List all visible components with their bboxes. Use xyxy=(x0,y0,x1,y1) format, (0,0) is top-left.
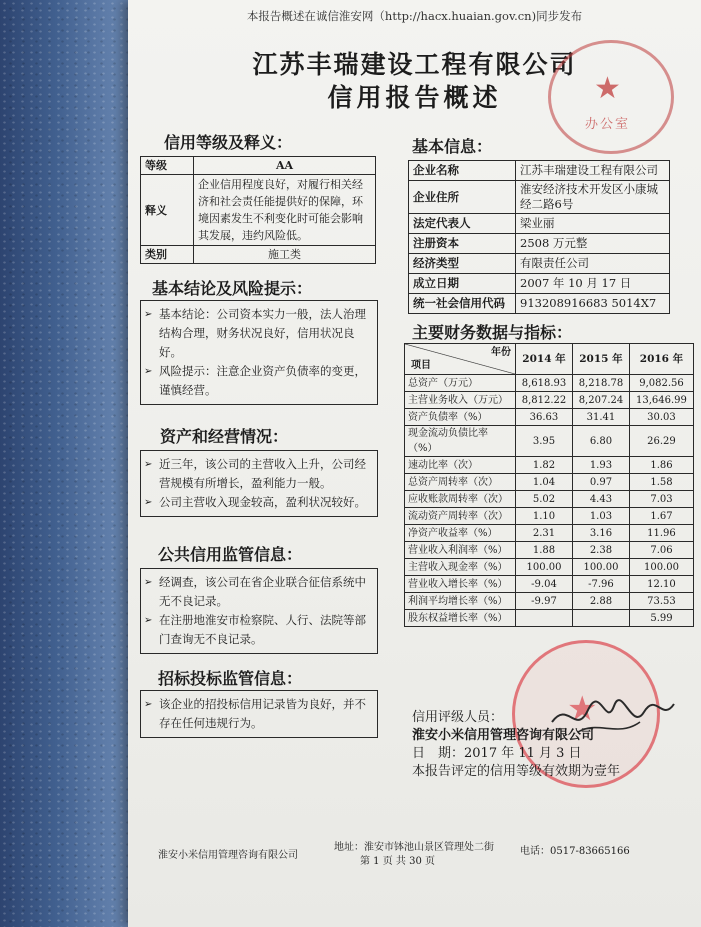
metric-value: 1.67 xyxy=(629,508,693,525)
metric-label: 主营收入现金率（%） xyxy=(405,559,516,576)
operations-box xyxy=(140,450,378,517)
grade-label: 等级 xyxy=(141,157,194,175)
binder-cover xyxy=(0,0,140,927)
metric-value xyxy=(516,610,573,627)
footer-address: 地址：淮安市钵池山景区管理处二街 xyxy=(334,842,494,853)
info-value: 淮安经济技术开发区小康城经二路6号 xyxy=(516,181,670,214)
financial-row xyxy=(405,474,694,491)
metric-value: 8,218.78 xyxy=(572,375,629,392)
metric-value: 30.03 xyxy=(629,409,693,426)
financial-row xyxy=(405,457,694,474)
financial-row xyxy=(405,525,694,542)
metric-label: 主营业务收入（万元） xyxy=(405,392,516,409)
info-value: 2007 年 10 月 17 日 xyxy=(516,274,670,294)
item-header: 项目 xyxy=(411,360,431,371)
info-key: 企业名称 xyxy=(409,161,516,181)
financial-row xyxy=(405,610,694,627)
metric-value: 1.93 xyxy=(572,457,629,474)
metric-value: 1.86 xyxy=(629,457,693,474)
info-row xyxy=(409,214,670,234)
info-value: 江苏丰瑞建设工程有限公司 xyxy=(516,161,670,181)
info-key: 注册资本 xyxy=(409,234,516,254)
info-value: 梁业丽 xyxy=(516,214,670,234)
info-key: 成立日期 xyxy=(409,274,516,294)
rating-company: 淮安小米信用管理咨询有限公司 xyxy=(412,728,595,743)
grade-value: AA xyxy=(194,157,376,175)
metric-value: 1.04 xyxy=(516,474,573,491)
bidding-title: 招标投标监管信息： xyxy=(158,669,303,688)
risk-item: ➢ 风险提示：注意企业资产负债率的变更，谨慎经营。 xyxy=(159,362,371,400)
metric-label: 股东权益增长率（%） xyxy=(405,610,516,627)
metric-label: 现金流动负债比率（%） xyxy=(405,426,516,457)
credit-grade-table xyxy=(140,156,376,264)
diagonal-header-cell xyxy=(405,344,516,375)
metric-value: 7.03 xyxy=(629,491,693,508)
info-row xyxy=(409,181,670,214)
financial-row xyxy=(405,491,694,508)
metric-value: 5.02 xyxy=(516,491,573,508)
metric-value: 6.80 xyxy=(572,426,629,457)
info-value: 有限责任公司 xyxy=(516,254,670,274)
metric-value: 1.03 xyxy=(572,508,629,525)
metric-value: 2.88 xyxy=(572,593,629,610)
rating-date: 日 期：2017 年 11 月 3 日 xyxy=(412,746,582,761)
bidding-box xyxy=(140,690,378,738)
metric-value: -9.97 xyxy=(516,593,573,610)
conclusion-item: ➢ 基本结论：公司资本实力一般，法人治理结构合理，财务状况良好，信用状况良好。 xyxy=(159,305,371,362)
financial-row xyxy=(405,409,694,426)
financial-row xyxy=(405,426,694,457)
metric-value: 5.99 xyxy=(629,610,693,627)
info-row xyxy=(409,234,670,254)
report-title: 信用报告概述 xyxy=(327,83,502,112)
metric-value: -9.04 xyxy=(516,576,573,593)
financial-row xyxy=(405,559,694,576)
metric-value: 7.06 xyxy=(629,542,693,559)
metric-value: 26.29 xyxy=(629,426,693,457)
metric-value: 9,082.56 xyxy=(629,375,693,392)
operations-title: 资产和经营情况： xyxy=(160,427,289,446)
metric-label: 利润平均增长率（%） xyxy=(405,593,516,610)
financial-row xyxy=(405,576,694,593)
meaning-label: 释义 xyxy=(141,175,194,246)
rating-validity: 本报告评定的信用等级有效期为壹年 xyxy=(412,764,621,779)
metric-value: 31.41 xyxy=(572,409,629,426)
info-key: 经济类型 xyxy=(409,254,516,274)
meaning-text: 企业信用程度良好，对履行相关经济和社会责任能提供好的保障，环境因素发生不利变化时可能会影响其发展，违约风险低。 xyxy=(194,175,376,246)
year-col-header: 2016 年 xyxy=(629,344,693,375)
metric-value: 8,812.22 xyxy=(516,392,573,409)
info-key: 法定代表人 xyxy=(409,214,516,234)
metric-label: 流动资产周转率（次） xyxy=(405,508,516,525)
metric-label: 总资产（万元） xyxy=(405,375,516,392)
public-credit-item: ➢ 经调查，该公司在省企业联合征信系统中无不良记录。 xyxy=(159,573,371,611)
metric-label: 总资产周转率（次） xyxy=(405,474,516,491)
basic-info-table xyxy=(408,160,670,314)
rater-label: 信用评级人员： xyxy=(412,710,504,725)
financial-table xyxy=(404,343,694,627)
metric-value: 73.53 xyxy=(629,593,693,610)
year-header: 年份 xyxy=(491,347,511,358)
type-label: 类别 xyxy=(141,246,194,264)
year-col-header: 2014 年 xyxy=(516,344,573,375)
footer-company: 淮安小米信用管理咨询有限公司 xyxy=(158,850,298,861)
metric-value: 3.16 xyxy=(572,525,629,542)
metric-label: 净资产收益率（%） xyxy=(405,525,516,542)
report-page xyxy=(128,0,701,927)
financial-row xyxy=(405,508,694,525)
metric-value: 1.82 xyxy=(516,457,573,474)
metric-label: 营业收入增长率（%） xyxy=(405,576,516,593)
office-seal xyxy=(548,40,674,154)
info-row xyxy=(409,161,670,181)
seal-text: 办公室 xyxy=(585,117,631,132)
metric-value: 100.00 xyxy=(516,559,573,576)
metric-value: 0.97 xyxy=(572,474,629,491)
operations-item: ➢ 公司主营收入现金较高，盈利状况较好。 xyxy=(159,493,371,512)
star-icon: ★ xyxy=(567,689,598,729)
metric-label: 资产负债率（%） xyxy=(405,409,516,426)
operations-item: ➢ 近三年，该公司的主营收入上升，公司经营规模有所增长，盈利能力一般。 xyxy=(159,455,371,493)
financial-row xyxy=(405,593,694,610)
signature-image xyxy=(548,692,678,740)
financial-row xyxy=(405,375,694,392)
metric-value: 36.63 xyxy=(516,409,573,426)
bidding-item: ➢ 该企业的招投标信用记录皆为良好，并不存在任何违规行为。 xyxy=(159,695,371,733)
public-credit-title: 公共信用监管信息： xyxy=(158,545,303,564)
metric-value: 100.00 xyxy=(629,559,693,576)
star-icon: ★ xyxy=(594,71,621,106)
info-row xyxy=(409,274,670,294)
metric-value: 1.88 xyxy=(516,542,573,559)
year-col-header: 2015 年 xyxy=(572,344,629,375)
info-row xyxy=(409,294,670,314)
public-credit-box xyxy=(140,568,378,654)
metric-value: 2.31 xyxy=(516,525,573,542)
metric-value xyxy=(572,610,629,627)
footer-page-number: 第 1 页 共 30 页 xyxy=(360,856,435,867)
financial-title: 主要财务数据与指标： xyxy=(412,323,573,342)
footer-phone: 电话：0517-83665166 xyxy=(520,846,630,857)
info-value: 2508 万元整 xyxy=(516,234,670,254)
metric-value: 100.00 xyxy=(572,559,629,576)
conclusion-box xyxy=(140,300,378,405)
metric-value: 1.58 xyxy=(629,474,693,491)
header-note: 本报告概述在诚信淮安网（http://hacx.huaian.gov.cn)同步发布 xyxy=(246,9,583,23)
financial-row xyxy=(405,542,694,559)
metric-value: 11.96 xyxy=(629,525,693,542)
metric-value: 12.10 xyxy=(629,576,693,593)
metric-value: 1.10 xyxy=(516,508,573,525)
metric-value: 13,646.99 xyxy=(629,392,693,409)
info-row xyxy=(409,254,670,274)
metric-value: 3.95 xyxy=(516,426,573,457)
public-credit-item: ➢ 在注册地淮安市检察院、人行、法院等部门查询无不良记录。 xyxy=(159,611,371,649)
metric-value: 2.38 xyxy=(572,542,629,559)
metric-label: 应收账款周转率（次） xyxy=(405,491,516,508)
metric-value: 4.43 xyxy=(572,491,629,508)
metric-value: 8,618.93 xyxy=(516,375,573,392)
metric-label: 营业收入利润率（%） xyxy=(405,542,516,559)
metric-label: 速动比率（次） xyxy=(405,457,516,474)
basic-info-title: 基本信息： xyxy=(412,137,493,156)
company-title: 江苏丰瑞建设工程有限公司 xyxy=(252,50,577,79)
metric-value: 8,207.24 xyxy=(572,392,629,409)
financial-row xyxy=(405,392,694,409)
metric-value: -7.96 xyxy=(572,576,629,593)
credit-section-title: 信用等级及释义： xyxy=(164,133,293,152)
info-value: 913208916683 5014X7 xyxy=(516,294,670,314)
conclusion-title: 基本结论及风险提示： xyxy=(152,279,313,298)
info-key: 企业住所 xyxy=(409,181,516,214)
type-value: 施工类 xyxy=(194,246,376,264)
info-key: 统一社会信用代码 xyxy=(409,294,516,314)
